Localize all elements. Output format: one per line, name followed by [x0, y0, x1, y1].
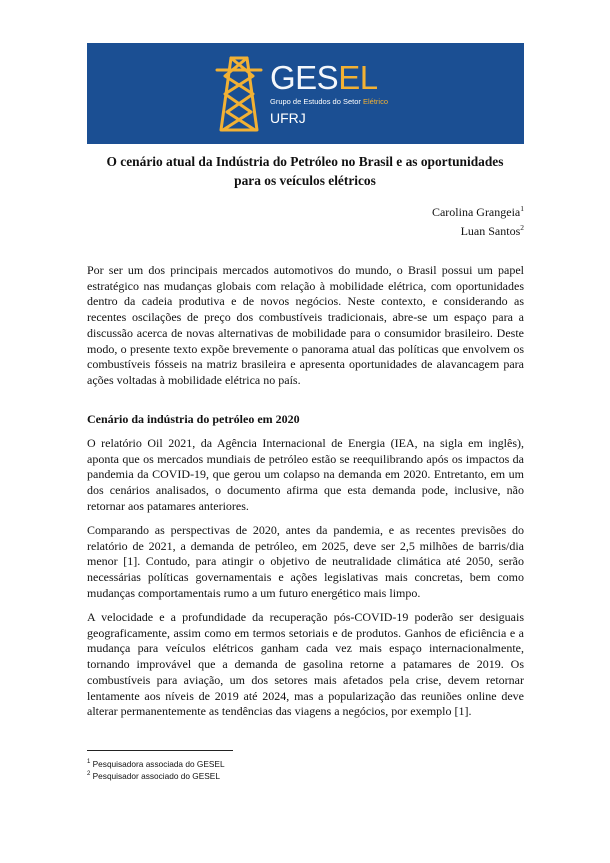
author-list	[432, 201, 524, 239]
logo-institution: UFRJ	[270, 110, 306, 126]
section-heading: Cenário da indústria do petróleo em 2020	[87, 412, 300, 426]
logo-accent-text: EL	[338, 59, 378, 96]
logo-main-text: GES	[270, 59, 339, 96]
header-banner	[87, 43, 524, 144]
abstract-paragraph: Por ser um dos principais mercados automotivos do mundo, o Brasil possui um papel estratégico nas mudanças globais com relação à mobilidade elétrica, com oportunidades dentro da cadeia produtiva e de novos negócios. Neste contexto, e considerando as recentes oscilações de preço dos combustíveis tradicionais, abre-se um espaço para a discussão acerca de novas alternativas de mobilidade para o consumidor brasileiro. Deste modo, o presente texto expõe brevemente o panorama atual das políticas que envolvem os combustíveis fósseis na matriz brasileira e apresenta oportunidades de alavancagem para ações voltadas à mobilidade elétrica no país.	[87, 263, 524, 387]
body-paragraph: O relatório Oil 2021, da Agência Internacional de Energia (IEA, na sigla em inglês), aponta que os mercados mundiais de petróleo estão se reequilibrando após os impactos da pandemia da COVID-19, que gerou um colapso na demanda em 2020. Entretanto, em um dos cenários analisados, o documento afirma que esta demanda pode, inclusive, não retornar aos patamares anteriores.	[87, 436, 524, 513]
gesel-logo	[270, 60, 388, 126]
footnote-divider	[87, 750, 233, 751]
footnote: $^2$ Pesquisador associado do GESEL	[87, 770, 220, 781]
footnote: $^1$ Pesquisadora associada do GESEL	[87, 758, 225, 769]
body-paragraph: Comparando as perspectivas de 2020, antes da pandemia, e as recentes previsões do relatório de 2021, a demanda de petróleo, em 2025, deve ser 2,5 milhões de barris/dia menor [1]. Contudo, para atingir o objetivo de neutralidade climática até 2050, serão necessárias políticas governamentais e ações legislativas mais concretas, bem como mudanças comportamentais rumo a um futuro energético mais limpo.	[87, 523, 524, 600]
body-paragraph: A velocidade e a profundidade da recuperação pós-COVID-19 poderão ser desiguais geograficamente, assim como em termos setoriais e de produtos. Ganhos de eficiência e a mudança para veículos elétricos ganham cada vez mais espaço internacionalmente, tornando improvável que a demanda de gasolina retorne a patamares de 2019. Os combustíveis para aviação, um dos setores mais afetados pela crise, devem retornar lentamente aos níveis de 2019 até 2024, mas a popularização das reuniões online deve alterar permanentemente as tendências das viagens a negócios, por exemplo [1].	[87, 610, 524, 719]
transmission-tower-icon	[215, 56, 263, 132]
logo-subtitle: Grupo de Estudos do Setor Elétrico	[270, 97, 388, 106]
author: Carolina Grangeia$^1$	[431, 204, 524, 219]
document-title: O cenário atual da Indústria do Petróleo no Brasil e as oportunidades para os veículos elétricos	[106, 154, 504, 188]
author: Luan Santos$^2$	[460, 223, 524, 238]
